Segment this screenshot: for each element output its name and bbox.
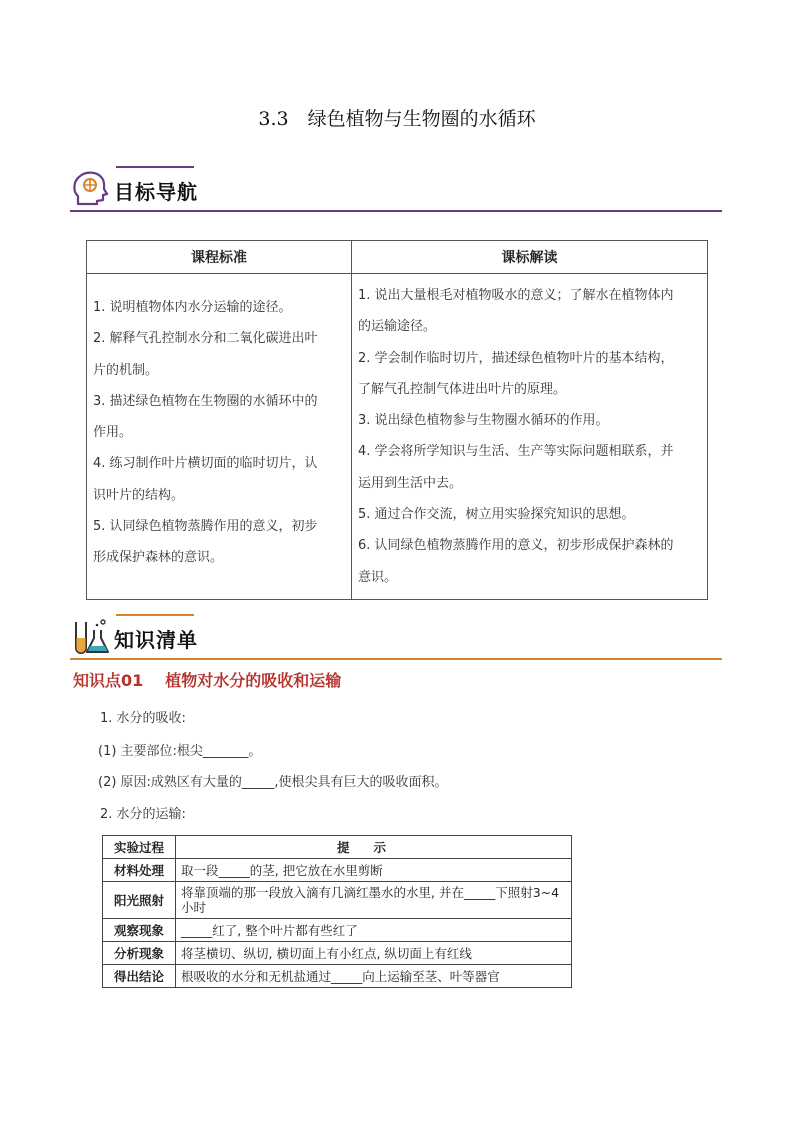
standard-line: 形成保护森林的意识。 [93,550,224,566]
interpretation-line: 1. 说出大量根毛对植物吸水的意义；了解水在植物体内 [358,288,674,303]
standards-cell [87,274,352,600]
lab-flask-icon [70,616,110,656]
paragraph-water-absorption: 1. 水分的吸收: [100,711,186,726]
section-title-knowledge: 知识清单 [114,628,198,652]
section-header-goals [70,164,722,212]
knowledge-point-heading [73,668,341,691]
interpretation-line: 了解气孔控制气体进出叶片的原理。 [358,381,567,397]
section-header-knowledge [70,612,722,660]
head-brain-icon [70,168,110,208]
knowledge-point-title: 植物对水分的吸收和运输 [165,671,342,690]
interpretation-line: 4. 学会将所学知识与生活、生产等实际问题相联系，并 [358,444,674,460]
table-row [103,942,572,965]
header-interpretation: 课标解读 [352,241,708,274]
interpretation-line: 意识。 [358,569,398,585]
standards-header-row [87,241,708,274]
step-label: 阳光照射 [103,882,176,919]
step-hint: 取一段_____的茎, 把它放在水里剪断 [176,859,572,882]
interpretation-cell [352,274,708,600]
interpretation-line: 5. 通过合作交流，树立用实验探究知识的思想。 [358,507,635,523]
paragraph-reason: (2) 原因:成熟区有大量的_____,使根尖具有巨大的吸收面积。 [98,775,448,790]
header-process: 实验过程 [103,836,176,859]
experiment-table [102,835,572,988]
header-standards: 课程标准 [87,241,352,274]
interpretation-line: 运用到生活中去。 [358,475,463,491]
standard-line: 识叶片的结构。 [93,487,185,503]
paragraph-main-site: (1) 主要部位:根尖_______。 [98,744,262,759]
table-row [103,965,572,988]
table-row [103,882,572,919]
step-label: 分析现象 [103,942,176,965]
interpretation-line: 的运输途径。 [358,319,437,335]
standard-line: 1. 说明植物体内水分运输的途径。 [93,300,292,315]
standard-line: 作用。 [93,425,133,441]
table-row [103,859,572,882]
section-title-goals: 目标导航 [114,180,198,204]
interpretation-line: 3. 说出绿色植物参与生物圈水循环的作用。 [358,413,609,429]
standard-line: 4. 练习制作叶片横切面的临时切片，认 [93,456,318,472]
paragraph-water-transport: 2. 水分的运输: [100,807,186,822]
header-decoration-line [116,614,194,616]
standards-body-row [87,274,708,600]
standard-line: 2. 解释气孔控制水分和二氧化碳进出叶 [93,331,318,347]
header-divider [70,658,722,660]
step-label: 得出结论 [103,965,176,988]
step-hint: 将靠顶端的那一段放入滴有几滴红墨水的水里, 并在_____下照射3~4小时 [176,882,572,919]
header-hint: 提示 [176,836,572,859]
standard-line: 片的机制。 [93,362,159,378]
knowledge-point-number: 知识点01 [73,671,144,690]
step-label: 材料处理 [103,859,176,882]
header-divider [70,210,722,212]
step-label: 观察现象 [103,919,176,942]
page-title: 3.3 绿色植物与生物圈的水循环 [258,108,536,130]
interpretation-line: 6. 认同绿色植物蒸腾作用的意义，初步形成保护森林的 [358,538,674,554]
step-hint: 根吸收的水分和无机盐通过_____向上运输至茎、叶等器官 [176,965,572,988]
header-decoration-line [116,166,194,168]
standard-line: 3. 描述绿色植物在生物圈的水循环中的 [93,393,318,409]
step-hint: _____红了, 整个叶片都有些红了 [176,919,572,942]
table-row [103,919,572,942]
interpretation-line: 2. 学会制作临时切片，描述绿色植物叶片的基本结构， [358,350,674,366]
step-hint: 将茎横切、纵切, 横切面上有小红点, 纵切面上有红线 [176,942,572,965]
standards-table [86,240,708,600]
experiment-header-row [103,836,572,859]
standard-line: 5. 认同绿色植物蒸腾作用的意义，初步 [93,519,318,535]
